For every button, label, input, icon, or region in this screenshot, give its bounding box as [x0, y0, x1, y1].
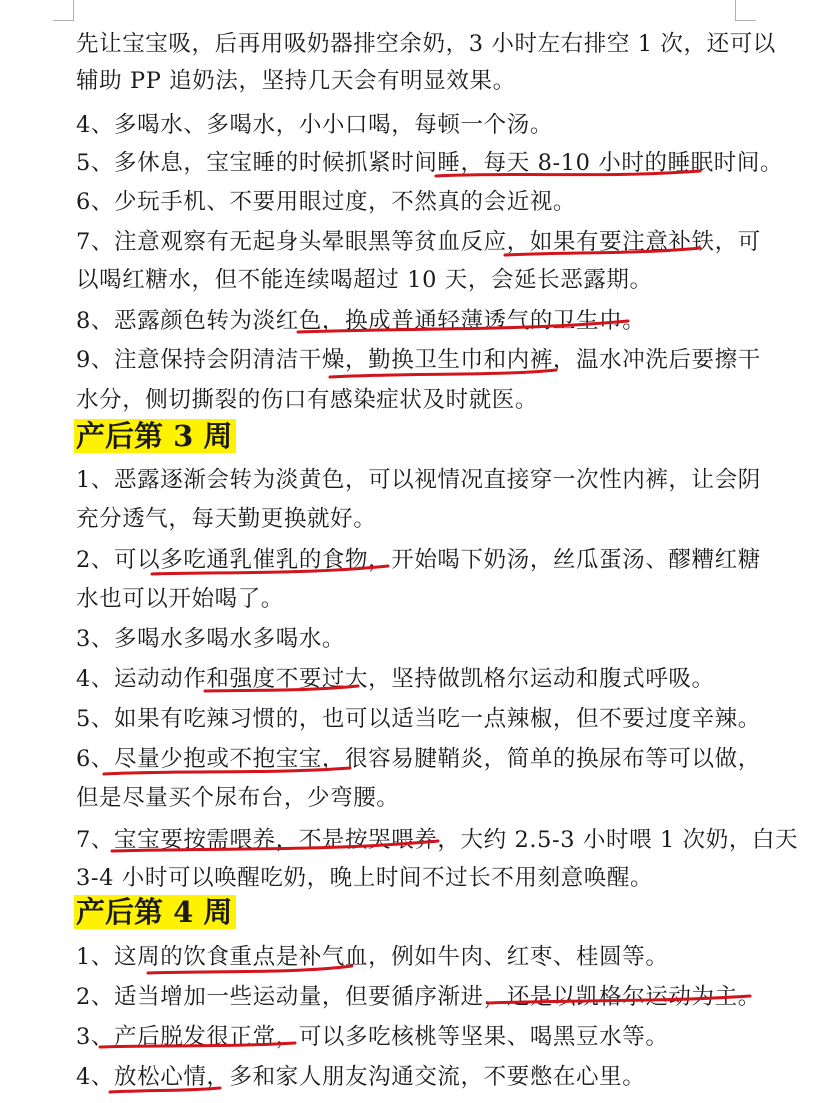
week3-item-7-cont: 3-4 小时可以唤醒吃奶，晚上时间不过长不用刻意唤醒。	[76, 865, 654, 891]
section-heading-week4	[74, 894, 236, 930]
week3-item-6-cont: 但是尽量买个尿布台，少弯腰。	[76, 785, 400, 811]
week4-item-1: 1、这周的饮食重点是补气血，例如牛肉、红枣、桂圆等。	[76, 944, 669, 970]
week2-item-7-cont: 以喝红糖水，但不能连续喝超过 10 天，会延长恶露期。	[76, 267, 653, 293]
week3-item-2: 2、可以多吃通乳催乳的食物，开始喝下奶汤，丝瓜蛋汤、醪糟红糖	[76, 547, 761, 573]
week3-item-1: 1、恶露逐渐会转为淡黄色，可以视情况直接穿一次性内裤，让会阴	[76, 467, 761, 493]
week3-item-3: 3、多喝水多喝水多喝水。	[76, 626, 346, 652]
heading-highlight: 产后第 4 周	[74, 895, 236, 929]
week4-item-2: 2、适当增加一些运动量，但要循序渐进，还是以凯格尔运动为主。	[76, 984, 761, 1010]
week4-item-4: 4、放松心情，多和家人朋友沟通交流，不要憋在心里。	[76, 1064, 646, 1090]
week3-item-1-cont: 充分透气，每天勤更换就好。	[76, 506, 377, 532]
page-corner-mark-left	[53, 0, 74, 21]
section-heading-week3	[74, 418, 236, 454]
week2-item-4: 4、多喝水、多喝水，小小口喝，每顿一个汤。	[76, 112, 553, 138]
week3-item-2-cont: 水也可以开始喝了。	[76, 586, 284, 612]
week2-item-7: 7、注意观察有无起身头晕眼黑等贫血反应，如果有要注意补铁，可	[76, 229, 761, 255]
week3-item-7: 7、宝宝要按需喂养，不是按哭喂养，大约 2.5-3 小时喂 1 次奶，白天	[76, 827, 799, 853]
week2-text-line: 先让宝宝吸，后再用吸奶器排空余奶，3 小时左右排空 1 次，还可以	[76, 31, 776, 57]
week2-item-8: 8、恶露颜色转为淡红色，换成普通轻薄透气的卫生巾。	[76, 308, 646, 334]
week2-item-9-cont: 水分，侧切撕裂的伤口有感染症状及时就医。	[76, 387, 539, 413]
week3-item-6: 6、尽量少抱或不抱宝宝，很容易腱鞘炎，简单的换尿布等可以做，	[76, 746, 761, 772]
week2-item-9: 9、注意保持会阴清洁干燥，勤换卫生巾和内裤，温水冲洗后要擦干	[76, 347, 761, 373]
week3-item-4: 4、运动动作和强度不要过大，坚持做凯格尔运动和腹式呼吸。	[76, 666, 715, 692]
week2-item-6: 6、少玩手机、不要用眼过度，不然真的会近视。	[76, 189, 577, 215]
page-corner-mark-right	[735, 0, 756, 21]
week2-item-5: 5、多休息，宝宝睡的时候抓紧时间睡，每天 8-10 小时的睡眠时间。	[76, 150, 784, 176]
week4-item-3: 3、产后脱发很正常，可以多吃核桃等坚果、喝黑豆水等。	[76, 1024, 669, 1050]
week3-item-5: 5、如果有吃辣习惯的，也可以适当吃一点辣椒，但不要过度辛辣。	[76, 706, 761, 732]
week2-text-line: 辅助 PP 追奶法，坚持几天会有明显效果。	[76, 68, 516, 94]
heading-highlight: 产后第 3 周	[74, 419, 236, 453]
